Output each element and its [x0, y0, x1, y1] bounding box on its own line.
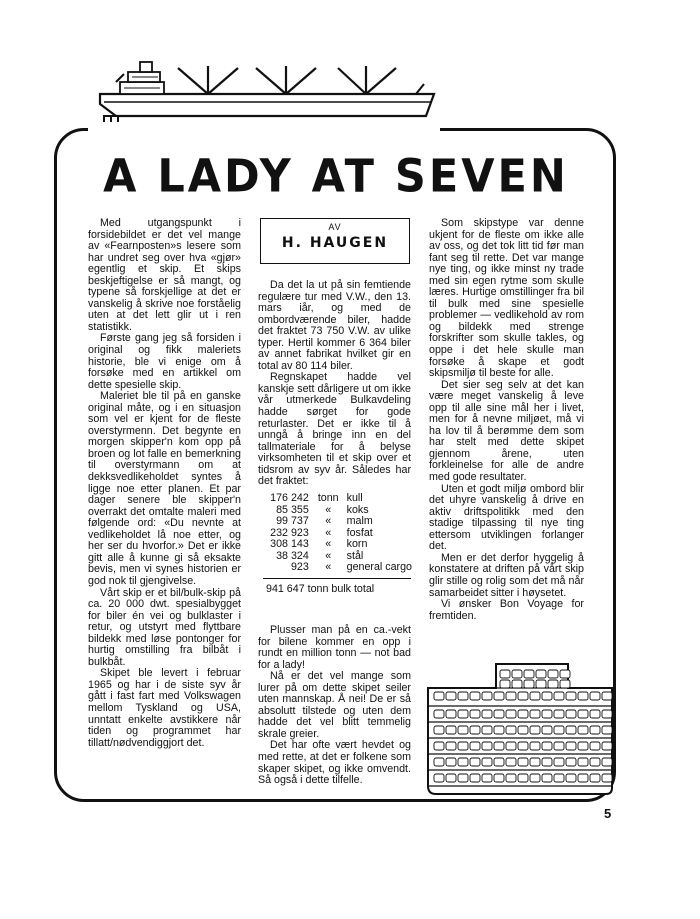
cargo-total: 941 647 tonn bulk total [266, 583, 375, 595]
car-icon [446, 742, 456, 750]
car-icon [470, 726, 480, 734]
car-icon [560, 670, 570, 678]
car-icon [446, 692, 456, 700]
car-icon [494, 742, 504, 750]
paragraph: Første gang jeg så forsiden i original og fikk maleriets historie, ble vi enige om å forsøke med en artikkel om dette spesielle skip. [88, 332, 241, 391]
paragraph: Men er det derfor hyggelig å konstatere at driften på vårt skip glir stille og rolig som det må når samarbeidet sitter i høysetet. [429, 551, 584, 599]
car-icon [542, 742, 552, 750]
cargo-item: stål [346, 549, 364, 562]
car-icon [482, 726, 492, 734]
car-icon [494, 692, 504, 700]
car-icon [602, 726, 612, 734]
cargo-item: malm [346, 515, 373, 527]
paragraph: Vårt skip er et bil/bulk-skip på ca. 20 000 dwt. spesialbygget for biler én vei og bulklaster i retur, og utstyrt med flyttbare bildekk med løse pontonger for hurtig omstilling fra bilbåt i bulkbåt. [88, 586, 241, 668]
car-icon [554, 758, 564, 766]
car-icon [434, 758, 444, 766]
car-icon [530, 726, 540, 734]
cargo-item: fosfat [346, 526, 373, 539]
car-icon [560, 680, 570, 688]
paragraph: Plusser man på en ca.-vekt for bilene kommer en opp i rundt en million tonn — not bad for a lady! [258, 624, 411, 671]
car-icon [602, 774, 612, 782]
car-icon [506, 758, 516, 766]
car-icon [566, 774, 576, 782]
car-icon [566, 692, 576, 700]
column-2-continued [258, 625, 411, 787]
car-icon [482, 774, 492, 782]
car-icon [578, 710, 588, 718]
cargo-row [262, 539, 412, 551]
car-icon [536, 670, 546, 678]
paragraph: Uten et godt miljø ombord blir det uhyre vanskelig å drive en aktiv driftspolitikk med den stadige tilpassing til nye ting ettersom utviklingen forlanger det. [429, 482, 584, 553]
car-icon [458, 726, 468, 734]
car-icon [566, 758, 576, 766]
car-icon [590, 692, 600, 700]
car-deck-illustration [426, 660, 614, 796]
car-icon [554, 742, 564, 750]
car-icon [542, 758, 552, 766]
cargo-unit: « [325, 549, 332, 562]
cargo-unit: « [325, 526, 332, 539]
cargo-quantity: 232 923 [270, 526, 309, 539]
car-icon [518, 774, 528, 782]
cargo-quantity: 923 [290, 561, 309, 573]
car-icon [566, 742, 576, 750]
paragraph: Maleriet ble til på en ganske original måte, og i en situasjon som vel er kjent for de fleste overstyrmenn. Det begynte en morgen skipper'n kom opp på broen og lot falle en bemerkning til overstyrmann om at dekksvedlikeholdet syntes å ligge noe etter planen. Et par dager senere ble skipper'n overrakt det omtalte maleri med følgende ord: «Du nevnte at vedlikeholdet lå noe etter, og her ser du hvorfor.» Det er ikke gitt alle å kunne gi så eksakte bevis, men vi synes historien er god nok til gjengivelse. [88, 390, 241, 587]
car-icon [434, 742, 444, 750]
cargo-table [262, 493, 412, 574]
car-icon [482, 710, 492, 718]
car-icon [470, 758, 480, 766]
car-icon [602, 742, 612, 750]
paragraph: Vi ønsker Bon Voyage for fremtiden. [429, 598, 584, 622]
cargo-item: korn [346, 538, 368, 550]
car-icon [590, 710, 600, 718]
cargo-item: koks [346, 503, 369, 516]
car-icon [524, 680, 534, 688]
paragraph: Det sier seg selv at det kan være meget vanskelig å leve opp til alle sine mål her i livet, men for å nevne miljøet, må vi ha lov til å berømme dem som har stelt med dette skipet gjennom årene, uten forkleinelse for alle de andre med gode resultater. [429, 378, 584, 484]
car-icon [518, 692, 528, 700]
car-icon [500, 670, 510, 678]
cargo-quantity: 308 143 [270, 538, 309, 550]
car-icon [518, 726, 528, 734]
paragraph: Med utgangspunkt i forsidebildet er det vel mange av «Fearnposten»s lesere som har undret seg over hva «gjør» egentlig et skip. Et skips beskjeftigelse er så mangt, og typene så forskjellige at det er vanskelig å skrive noe forståelig uten at det lett glir ut i ren statistikk. [88, 217, 241, 333]
byline-author: H. HAUGEN [281, 235, 389, 251]
car-icon [470, 742, 480, 750]
car-icon [482, 692, 492, 700]
car-icon [590, 758, 600, 766]
cargo-item: kull [346, 492, 363, 504]
car-icon [482, 742, 492, 750]
car-icon [530, 742, 540, 750]
cargo-unit: tonn [317, 492, 339, 504]
car-icon [500, 680, 510, 688]
car-icon [524, 670, 534, 678]
car-icon [542, 726, 552, 734]
cargo-item: general cargo [346, 561, 412, 573]
car-icon [446, 710, 456, 718]
car-icon [434, 726, 444, 734]
car-icon [548, 680, 558, 688]
car-icon [506, 742, 516, 750]
car-icon [578, 692, 588, 700]
car-icon [590, 726, 600, 734]
paragraph: Skipet ble levert i februar 1965 og har i de siste syv år gått i fast fart med Volkswagen mellom Tyskland og USA, unntatt enkelte avstikkere når tiden og programmet har tillatt/nødvendiggjort det. [88, 667, 241, 749]
car-icon [566, 710, 576, 718]
car-icon [590, 774, 600, 782]
car-icon [554, 774, 564, 782]
cargo-unit: « [325, 503, 332, 516]
car-icon [530, 774, 540, 782]
car-icon [446, 726, 456, 734]
car-icon [458, 742, 468, 750]
car-icon [554, 710, 564, 718]
car-icon [458, 774, 468, 782]
paragraph: Det har ofte vært hevdet og med rette, at det er folkene som skaper skipet, og ikke omvendt. Så også i dette tilfelle. [258, 739, 411, 787]
car-icon [470, 710, 480, 718]
car-icon [590, 742, 600, 750]
column-1 [88, 218, 241, 749]
car-icon [518, 742, 528, 750]
byline-prefix: AV [328, 222, 342, 232]
car-icon [566, 726, 576, 734]
cargo-quantity: 85 355 [276, 503, 309, 516]
car-icon [512, 670, 522, 678]
car-icon [458, 710, 468, 718]
car-icon [578, 726, 588, 734]
car-icon [482, 758, 492, 766]
byline-box [260, 218, 410, 264]
frame-gap [88, 122, 440, 134]
car-icon [494, 758, 504, 766]
paragraph: Nå er det vel mange som lurer på om dette skipet seiler uten mannskap. Å nei! De er så absolutt tilstede og uten dem hadde det vel blitt temmelig skrale greier. [258, 670, 411, 740]
car-icon [602, 710, 612, 718]
car-icon [494, 774, 504, 782]
article-title: A LADY AT SEVEN [103, 150, 569, 204]
car-icon [530, 692, 540, 700]
paragraph: Regnskapet hadde vel kanskje sett dårligere ut om ikke vår utmerkede Bulkavdeling hadde sørget for gode returlaster. Det er ikke til å unngå å bringe inn en del tallmateriale for å belyse virksomheten til et skip over et tidsrom av syv år. Således har det fraktet: [258, 371, 411, 488]
car-icon [548, 670, 558, 678]
car-icon [506, 726, 516, 734]
cargo-quantity: 176 242 [270, 492, 309, 504]
page-number: 5 [604, 806, 612, 821]
cargo-row [262, 516, 412, 528]
cargo-unit: « [325, 561, 332, 573]
car-icon [446, 758, 456, 766]
car-icon [518, 710, 528, 718]
car-icon [458, 758, 468, 766]
car-icon [542, 710, 552, 718]
car-icon [434, 710, 444, 718]
car-icon [494, 710, 504, 718]
car-icon [470, 774, 480, 782]
car-icon [434, 774, 444, 782]
car-icon [458, 692, 468, 700]
car-icon [506, 774, 516, 782]
cargo-row [262, 493, 412, 505]
car-icon [530, 758, 540, 766]
cargo-quantity: 99 737 [276, 515, 309, 527]
car-icon [578, 758, 588, 766]
car-icon [530, 710, 540, 718]
car-icon [578, 774, 588, 782]
column-2 [258, 280, 411, 488]
cargo-unit: « [325, 538, 332, 550]
cargo-divider [263, 578, 411, 579]
cargo-row [262, 562, 412, 574]
cargo-unit: « [325, 515, 332, 527]
paragraph: Som skipstype var denne ukjent for de fleste om ikke alle av oss, og det tok litt tid før man fant seg til rette. Det var mange nye ting, og ikke minst ny trade med sin egen rytme som skulle læres. Hurtige omstillinger fra bil til bulk med sine spesielle problemer — vedlikehold av rom og bildekk med strenge forskrifter som skulle takles, og oppe i det hele skulle man forsøke å skape et godt skipsmiljø til beste for alle. [429, 217, 584, 380]
car-icon [542, 774, 552, 782]
car-icon [434, 692, 444, 700]
car-icon [512, 680, 522, 688]
car-icon [554, 726, 564, 734]
car-icon [602, 692, 612, 700]
car-icon [506, 692, 516, 700]
car-icon [578, 742, 588, 750]
paragraph: Da det la ut på sin femtiende regulære tur med V.W., den 13. mars iår, og med de ombordværende biler, hadde det fraktet 73 750 V.W. av ulike typer. Hertil kommer 6 364 biler av annet fabrikat hvilket gir en total av 80 114 biler. [258, 279, 411, 372]
car-icon [554, 692, 564, 700]
column-3 [429, 218, 584, 622]
car-icon [506, 710, 516, 718]
car-icon [602, 758, 612, 766]
car-icon [470, 692, 480, 700]
car-icon [536, 680, 546, 688]
cargo-quantity: 38 324 [276, 549, 309, 562]
car-icon [518, 758, 528, 766]
car-icon [542, 692, 552, 700]
car-icon [446, 774, 456, 782]
car-icon [494, 726, 504, 734]
